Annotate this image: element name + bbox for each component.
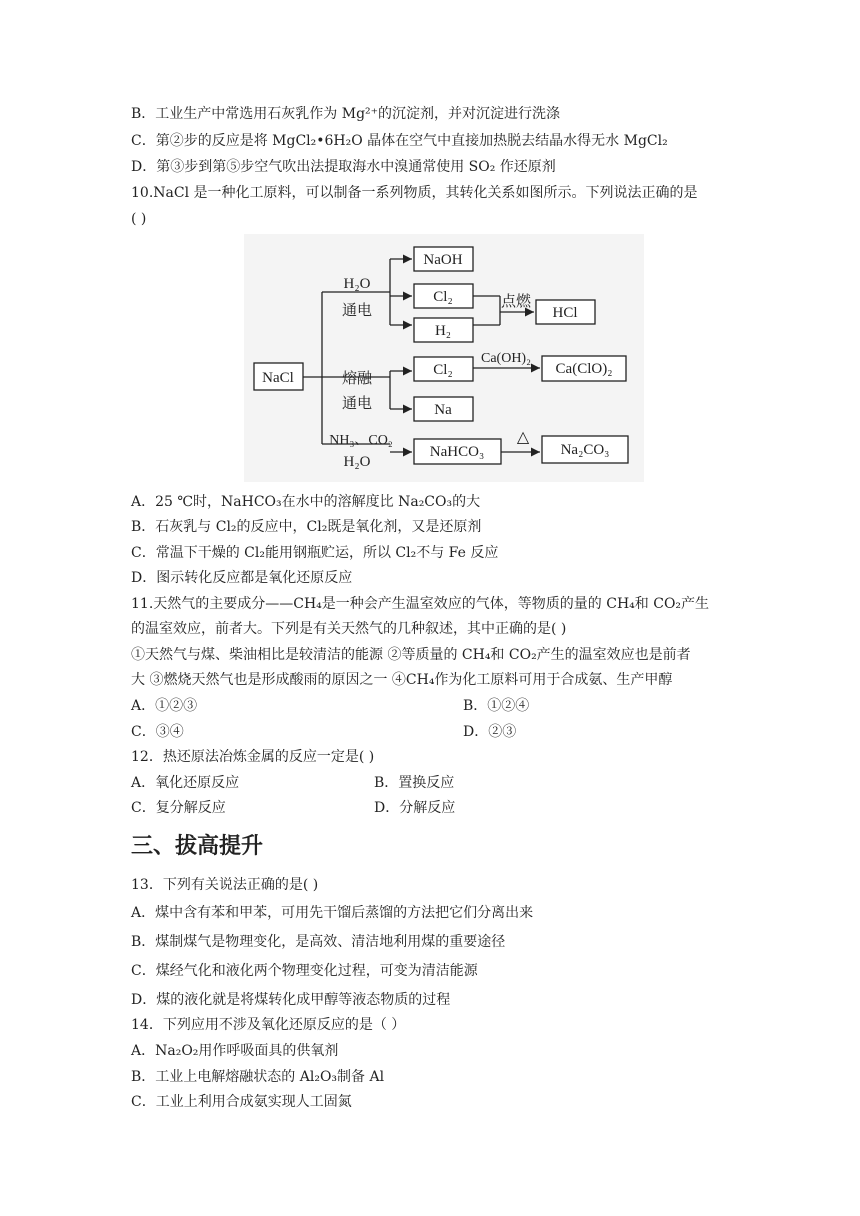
node-nacl: NaCl bbox=[262, 370, 294, 386]
q10-stem-line1: 10.NaCl 是一种化工原料，可以制备一系列物质，其转化关系如图所示。下列说法正确的是 bbox=[131, 185, 698, 201]
q11-items-line1: ①天然气与煤、柴油相比是较清洁的能源 ②等质量的 CH₄和 CO₂产生的温室效应也是前者 bbox=[131, 647, 691, 663]
node-cl2-b: Cl₂ bbox=[433, 362, 453, 378]
q13-option-c: C．煤经气化和液化两个物理变化过程，可变为清洁能源 bbox=[131, 963, 478, 979]
q11-option-a: A．①②③ bbox=[131, 698, 198, 714]
q12-option-b: B．置换反应 bbox=[374, 775, 455, 791]
q11-stem-line2: 的温室效应，前者大。下列是有关天然气的几种叙述，其中正确的是( ) bbox=[131, 621, 567, 637]
node-naoh: NaOH bbox=[423, 252, 463, 268]
q13-option-a: A．煤中含有苯和甲苯，可用先干馏后蒸馏的方法把它们分离出来 bbox=[131, 905, 534, 921]
label-nh3-co2: NH₃、CO₂ bbox=[329, 433, 393, 448]
q14-option-b: B．工业上电解熔融状态的 Al₂O₃制备 Al bbox=[131, 1069, 385, 1085]
node-caclo2: Ca(ClO)₂ bbox=[555, 361, 613, 377]
q13-stem: 13．下列有关说法正确的是( ) bbox=[131, 877, 319, 893]
label-electrolysis: 通电 bbox=[341, 301, 373, 319]
node-cl2-a: Cl₂ bbox=[433, 289, 453, 305]
q12-option-a: A．氧化还原反应 bbox=[131, 775, 240, 791]
q11-option-d: D．②③ bbox=[463, 724, 517, 740]
q14-stem: 14．下列应用不涉及氧化还原反应的是（ ） bbox=[131, 1017, 406, 1033]
label-h2o-top: H₂O bbox=[343, 276, 371, 292]
q11-option-b: B．①②④ bbox=[463, 698, 530, 714]
node-na2co3: Na₂CO₃ bbox=[560, 442, 610, 458]
q9-option-b: B．工业生产中常选用石灰乳作为 Mg²⁺的沉淀剂，并对沉淀进行洗涤 bbox=[131, 106, 561, 122]
q11-option-c: C．③④ bbox=[131, 724, 184, 740]
label-h2o-bottom: H₂O bbox=[343, 454, 371, 470]
q13-option-b: B．煤制煤气是物理变化，是高效、清洁地利用煤的重要途径 bbox=[131, 934, 506, 950]
label-caoh2: Ca(OH)₂ bbox=[481, 351, 531, 366]
q10-stem-line2: ( ) bbox=[131, 211, 147, 227]
label-electrolysis-2: 通电 bbox=[341, 394, 373, 412]
node-nahco3: NaHCO₃ bbox=[429, 444, 485, 460]
q13-option-d: D．煤的液化就是将煤转化成甲醇等液态物质的过程 bbox=[131, 992, 451, 1008]
q11-stem-line1: 11.天然气的主要成分——CH₄是一种会产生温室效应的气体，等物质的量的 CH₄和 CO₂产生 bbox=[131, 596, 710, 612]
q12-option-d: D．分解反应 bbox=[374, 800, 456, 816]
q10-option-c: C．常温下干燥的 Cl₂能用钢瓶贮运，所以 Cl₂不与 Fe 反应 bbox=[131, 545, 499, 561]
q11-items-line2: 大 ③燃烧天然气也是形成酸雨的原因之一 ④CH₄作为化工原料可用于合成氨、生产甲醇 bbox=[131, 672, 673, 688]
q12-option-c: C．复分解反应 bbox=[131, 800, 226, 816]
q12-stem: 12．热还原法冶炼金属的反应一定是( ) bbox=[131, 749, 375, 765]
label-ignite: 点燃 bbox=[500, 292, 532, 310]
q14-option-a: A．Na₂O₂用作呼吸面具的供氧剂 bbox=[131, 1043, 339, 1059]
nacl-conversion-diagram bbox=[244, 234, 644, 482]
label-melt: 熔融 bbox=[341, 369, 373, 387]
q10-option-b: B．石灰乳与 Cl₂的反应中，Cl₂既是氧化剂，又是还原剂 bbox=[131, 519, 482, 535]
node-h2: H₂ bbox=[434, 323, 452, 339]
label-heat: △ bbox=[516, 429, 530, 446]
section-title: 三、拔高提升 bbox=[131, 834, 264, 859]
q14-option-c: C．工业上利用合成氨实现人工固氮 bbox=[131, 1094, 352, 1110]
node-hcl: HCl bbox=[552, 305, 578, 321]
q10-option-a: A．25 ℃时，NaHCO₃在水中的溶解度比 Na₂CO₃的大 bbox=[131, 494, 481, 510]
q9-option-c: C．第②步的反应是将 MgCl₂•6H₂O 晶体在空气中直接加热脱去结晶水得无水 MgCl₂ bbox=[131, 133, 668, 149]
q9-option-d: D．第③步到第⑤步空气吹出法提取海水中溴通常使用 SO₂ 作还原剂 bbox=[131, 159, 556, 175]
node-na: Na bbox=[434, 402, 452, 418]
q10-option-d: D．图示转化反应都是氧化还原反应 bbox=[131, 570, 353, 586]
